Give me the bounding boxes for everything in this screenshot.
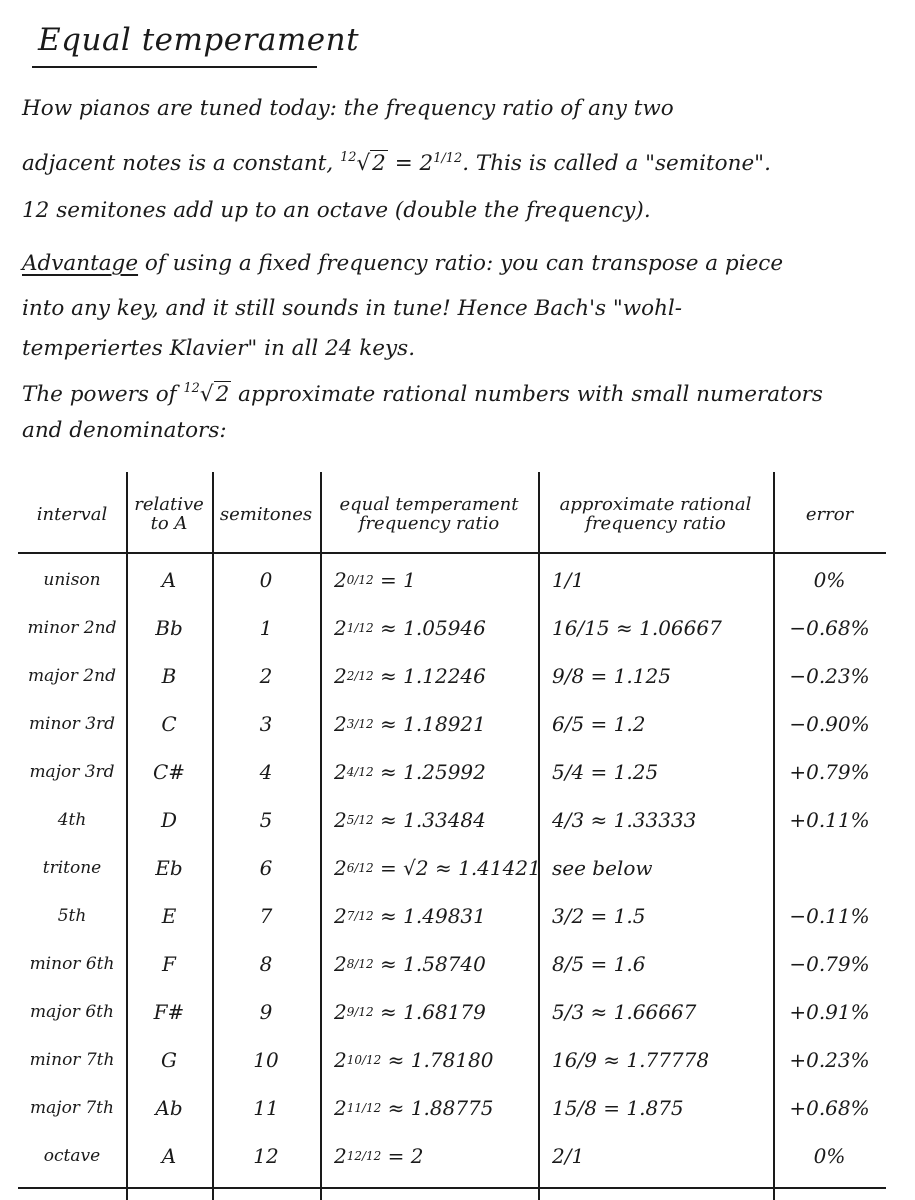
header-eq-line-2: frequency ratio — [358, 513, 500, 534]
semitones-cell: 3 — [259, 712, 273, 736]
note-cell: Bb — [155, 616, 183, 640]
equal-ratio-cell: 2 3/12 ≈ 1.18921 — [334, 712, 486, 736]
semitones-cell: 0 — [259, 568, 273, 592]
intro-line-5: into any key, and it still sounds in tune! Hence Bach's "wohl- — [22, 296, 683, 321]
note-cell: B — [161, 664, 177, 688]
equal-ratio-cell: 2 1/12 ≈ 1.05946 — [334, 616, 486, 640]
twelfth-root-of-two: $^{12}$√2 — [340, 150, 386, 176]
equals-two-text: = 2 — [394, 151, 434, 176]
interval-cell: minor 7th — [29, 1050, 115, 1070]
ratio-value: ≈ 1.58740 — [373, 952, 486, 976]
header-appr-line-2: frequency ratio — [585, 513, 726, 534]
approx-ratio-cell: 15/8 = 1.875 — [552, 1096, 684, 1120]
approx-ratio-cell: 4/3 ≈ 1.33333 — [552, 808, 697, 832]
note-cell: Eb — [155, 856, 183, 880]
equal-ratio-cell: 2 5/12 ≈ 1.33484 — [334, 808, 486, 832]
error-cell: −0.79% — [789, 952, 870, 976]
radical-argument-2: 2 — [215, 382, 230, 407]
base-two: 2 — [334, 616, 347, 640]
equal-ratio-cell: 2 6/12 = √2 ≈ 1.41421 — [334, 856, 541, 880]
approx-ratio-cell: 16/15 ≈ 1.06667 — [552, 616, 722, 640]
approx-ratio-cell: 6/5 = 1.2 — [552, 712, 646, 736]
error-cell: +0.11% — [789, 808, 870, 832]
approx-ratio-cell: see below — [552, 856, 653, 880]
equal-ratio-cell: 2 2/12 ≈ 1.12246 — [334, 664, 486, 688]
interval-cell: major 6th — [30, 1002, 114, 1022]
header-relative — [126, 478, 212, 552]
intro-line-4 — [22, 253, 892, 275]
header-relative-line-2: to A — [150, 513, 188, 534]
ratio-value: ≈ 1.33484 — [373, 808, 486, 832]
equal-ratio-cell: 2 7/12 ≈ 1.49831 — [334, 904, 486, 928]
intro-line-7-text-b: approximate rational numbers with small numerators — [238, 382, 823, 407]
ratio-value: ≈ 1.12246 — [373, 664, 486, 688]
interval-cell: 5th — [57, 906, 87, 926]
semitones-cell: 12 — [253, 1144, 279, 1168]
interval-cell: minor 2nd — [27, 618, 117, 638]
interval-cell: major 3rd — [29, 762, 115, 782]
radical-argument: 2 — [372, 151, 386, 176]
intro-line-2-text-b: . This is called a "semitone". — [462, 151, 771, 176]
note-cell: D — [160, 808, 178, 832]
header-equal-temperament — [320, 478, 538, 552]
interval-cell: minor 6th — [29, 954, 115, 974]
ratio-value: ≈ 1.25992 — [373, 760, 486, 784]
header-approximate-ratio — [538, 478, 773, 552]
intro-line-1: How pianos are tuned today: the frequency ratio of any two — [22, 96, 674, 121]
ratio-value: = 1 — [373, 568, 416, 592]
base-two: 2 — [334, 1048, 347, 1072]
error-cell: +0.68% — [789, 1096, 870, 1120]
error-cell: 0% — [813, 568, 846, 592]
semitones-cell: 11 — [253, 1096, 279, 1120]
semitones-cell: 8 — [259, 952, 273, 976]
intro-line-7-text-a: The powers of — [22, 382, 177, 407]
note-cell: E — [161, 904, 177, 928]
radical-index-2: 12 — [183, 381, 200, 396]
error-cell: +0.23% — [789, 1048, 870, 1072]
base-two: 2 — [334, 568, 347, 592]
base-two: 2 — [334, 952, 347, 976]
header-error — [773, 478, 886, 552]
ratio-value: ≈ 1.49831 — [373, 904, 486, 928]
intro-line-4-rest: of using a fixed frequency ratio: you can transpose a piece — [138, 251, 784, 276]
interval-cell: major 7th — [30, 1098, 114, 1118]
equal-ratio-cell: 2 8/12 ≈ 1.58740 — [334, 952, 486, 976]
semitones-cell: 2 — [259, 664, 273, 688]
error-cell: 0% — [813, 1144, 846, 1168]
semitones-cell: 10 — [253, 1048, 279, 1072]
title-underline — [32, 66, 317, 68]
bottom-rule — [18, 1187, 886, 1189]
note-cell: F — [162, 952, 176, 976]
approx-ratio-cell: 5/4 = 1.25 — [552, 760, 659, 784]
twelfth-root-of-two-2: $^{12}$√2 — [183, 381, 230, 407]
base-two: 2 — [334, 904, 347, 928]
error-cell: +0.91% — [789, 1000, 870, 1024]
ratio-value: ≈ 1.68179 — [373, 1000, 486, 1024]
intro-line-6: temperiertes Klavier" in all 24 keys. — [22, 336, 416, 361]
header-eq-line-1: equal temperament — [339, 494, 519, 516]
intro-line-3: 12 semitones add up to an octave (double the frequency). — [22, 198, 651, 223]
ratio-value: ≈ 1.78180 — [381, 1048, 494, 1072]
equal-ratio-cell: 2 10/12 ≈ 1.78180 — [334, 1048, 494, 1072]
header-appr-line-1: approximate rational — [559, 494, 752, 516]
note-cell: G — [161, 1048, 177, 1072]
page-title: Equal temperament — [38, 22, 360, 58]
error-cell: −0.68% — [789, 616, 870, 640]
interval-cell: major 2nd — [28, 666, 116, 686]
error-cell — [773, 844, 886, 892]
approx-ratio-cell: 5/3 ≈ 1.66667 — [552, 1000, 697, 1024]
base-two: 2 — [334, 1000, 347, 1024]
equal-ratio-cell: 2 12/12 = 2 — [334, 1144, 424, 1168]
base-two: 2 — [334, 856, 347, 880]
semitones-cell: 1 — [259, 616, 273, 640]
intro-line-7 — [22, 383, 892, 406]
error-cell: +0.79% — [789, 760, 870, 784]
header-semitones — [212, 478, 320, 552]
interval-cell: minor 3rd — [28, 714, 116, 734]
header-semitones-label: semitones — [219, 503, 313, 525]
semitones-cell: 4 — [259, 760, 273, 784]
ratio-value: ≈ 1.18921 — [373, 712, 486, 736]
ratio-value: = 2 — [381, 1144, 424, 1168]
error-cell: −0.23% — [789, 664, 870, 688]
header-relative-line-1: relative — [134, 494, 204, 516]
note-cell: F# — [153, 1000, 185, 1024]
approx-ratio-cell: 3/2 = 1.5 — [552, 904, 646, 928]
advantage-word: Advantage — [22, 251, 139, 276]
equal-ratio-cell: 2 11/12 ≈ 1.88775 — [334, 1096, 494, 1120]
note-cell: A — [161, 568, 177, 592]
approx-ratio-cell: 1/1 — [552, 568, 585, 592]
approx-ratio-cell: 8/5 = 1.6 — [552, 952, 646, 976]
ratio-value: = √2 ≈ 1.41421 — [373, 856, 541, 880]
header-rule — [18, 552, 886, 554]
intro-line-8: and denominators: — [22, 418, 227, 443]
semitones-cell: 9 — [259, 1000, 273, 1024]
ratio-value: ≈ 1.88775 — [381, 1096, 494, 1120]
base-two: 2 — [334, 808, 347, 832]
interval-cell: unison — [43, 570, 101, 590]
interval-cell: 4th — [57, 810, 87, 830]
equal-ratio-cell: 2 0/12 = 1 — [334, 568, 416, 592]
base-two: 2 — [334, 760, 347, 784]
header-error-label: error — [805, 503, 854, 525]
header-interval-label: interval — [36, 503, 108, 525]
note-cell: C — [161, 712, 177, 736]
error-cell: −0.11% — [789, 904, 870, 928]
interval-cell: octave — [43, 1146, 101, 1166]
equal-ratio-cell: 2 9/12 ≈ 1.68179 — [334, 1000, 486, 1024]
approx-ratio-cell: 9/8 = 1.125 — [552, 664, 671, 688]
equal-ratio-cell: 2 4/12 ≈ 1.25992 — [334, 760, 486, 784]
exponent-one-twelfth: 1/12 — [433, 150, 463, 166]
error-cell: −0.90% — [789, 712, 870, 736]
interval-cell: tritone — [42, 858, 102, 878]
radical-index: 12 — [340, 150, 357, 165]
intro-line-2 — [22, 152, 892, 175]
interval-table — [18, 472, 886, 1200]
base-two: 2 — [334, 664, 347, 688]
note-cell: Ab — [155, 1096, 183, 1120]
base-two: 2 — [334, 1144, 347, 1168]
header-interval — [18, 478, 126, 552]
ratio-value: ≈ 1.05946 — [373, 616, 486, 640]
note-cell: A — [161, 1144, 177, 1168]
approx-ratio-cell: 2/1 — [552, 1144, 585, 1168]
approx-ratio-cell: 16/9 ≈ 1.77778 — [552, 1048, 710, 1072]
note-cell: C# — [152, 760, 186, 784]
semitones-cell: 6 — [259, 856, 273, 880]
intro-line-2-text-a: adjacent notes is a constant, — [22, 151, 334, 176]
semitones-cell: 7 — [259, 904, 273, 928]
base-two: 2 — [334, 1096, 347, 1120]
semitones-cell: 5 — [259, 808, 273, 832]
base-two: 2 — [334, 712, 347, 736]
